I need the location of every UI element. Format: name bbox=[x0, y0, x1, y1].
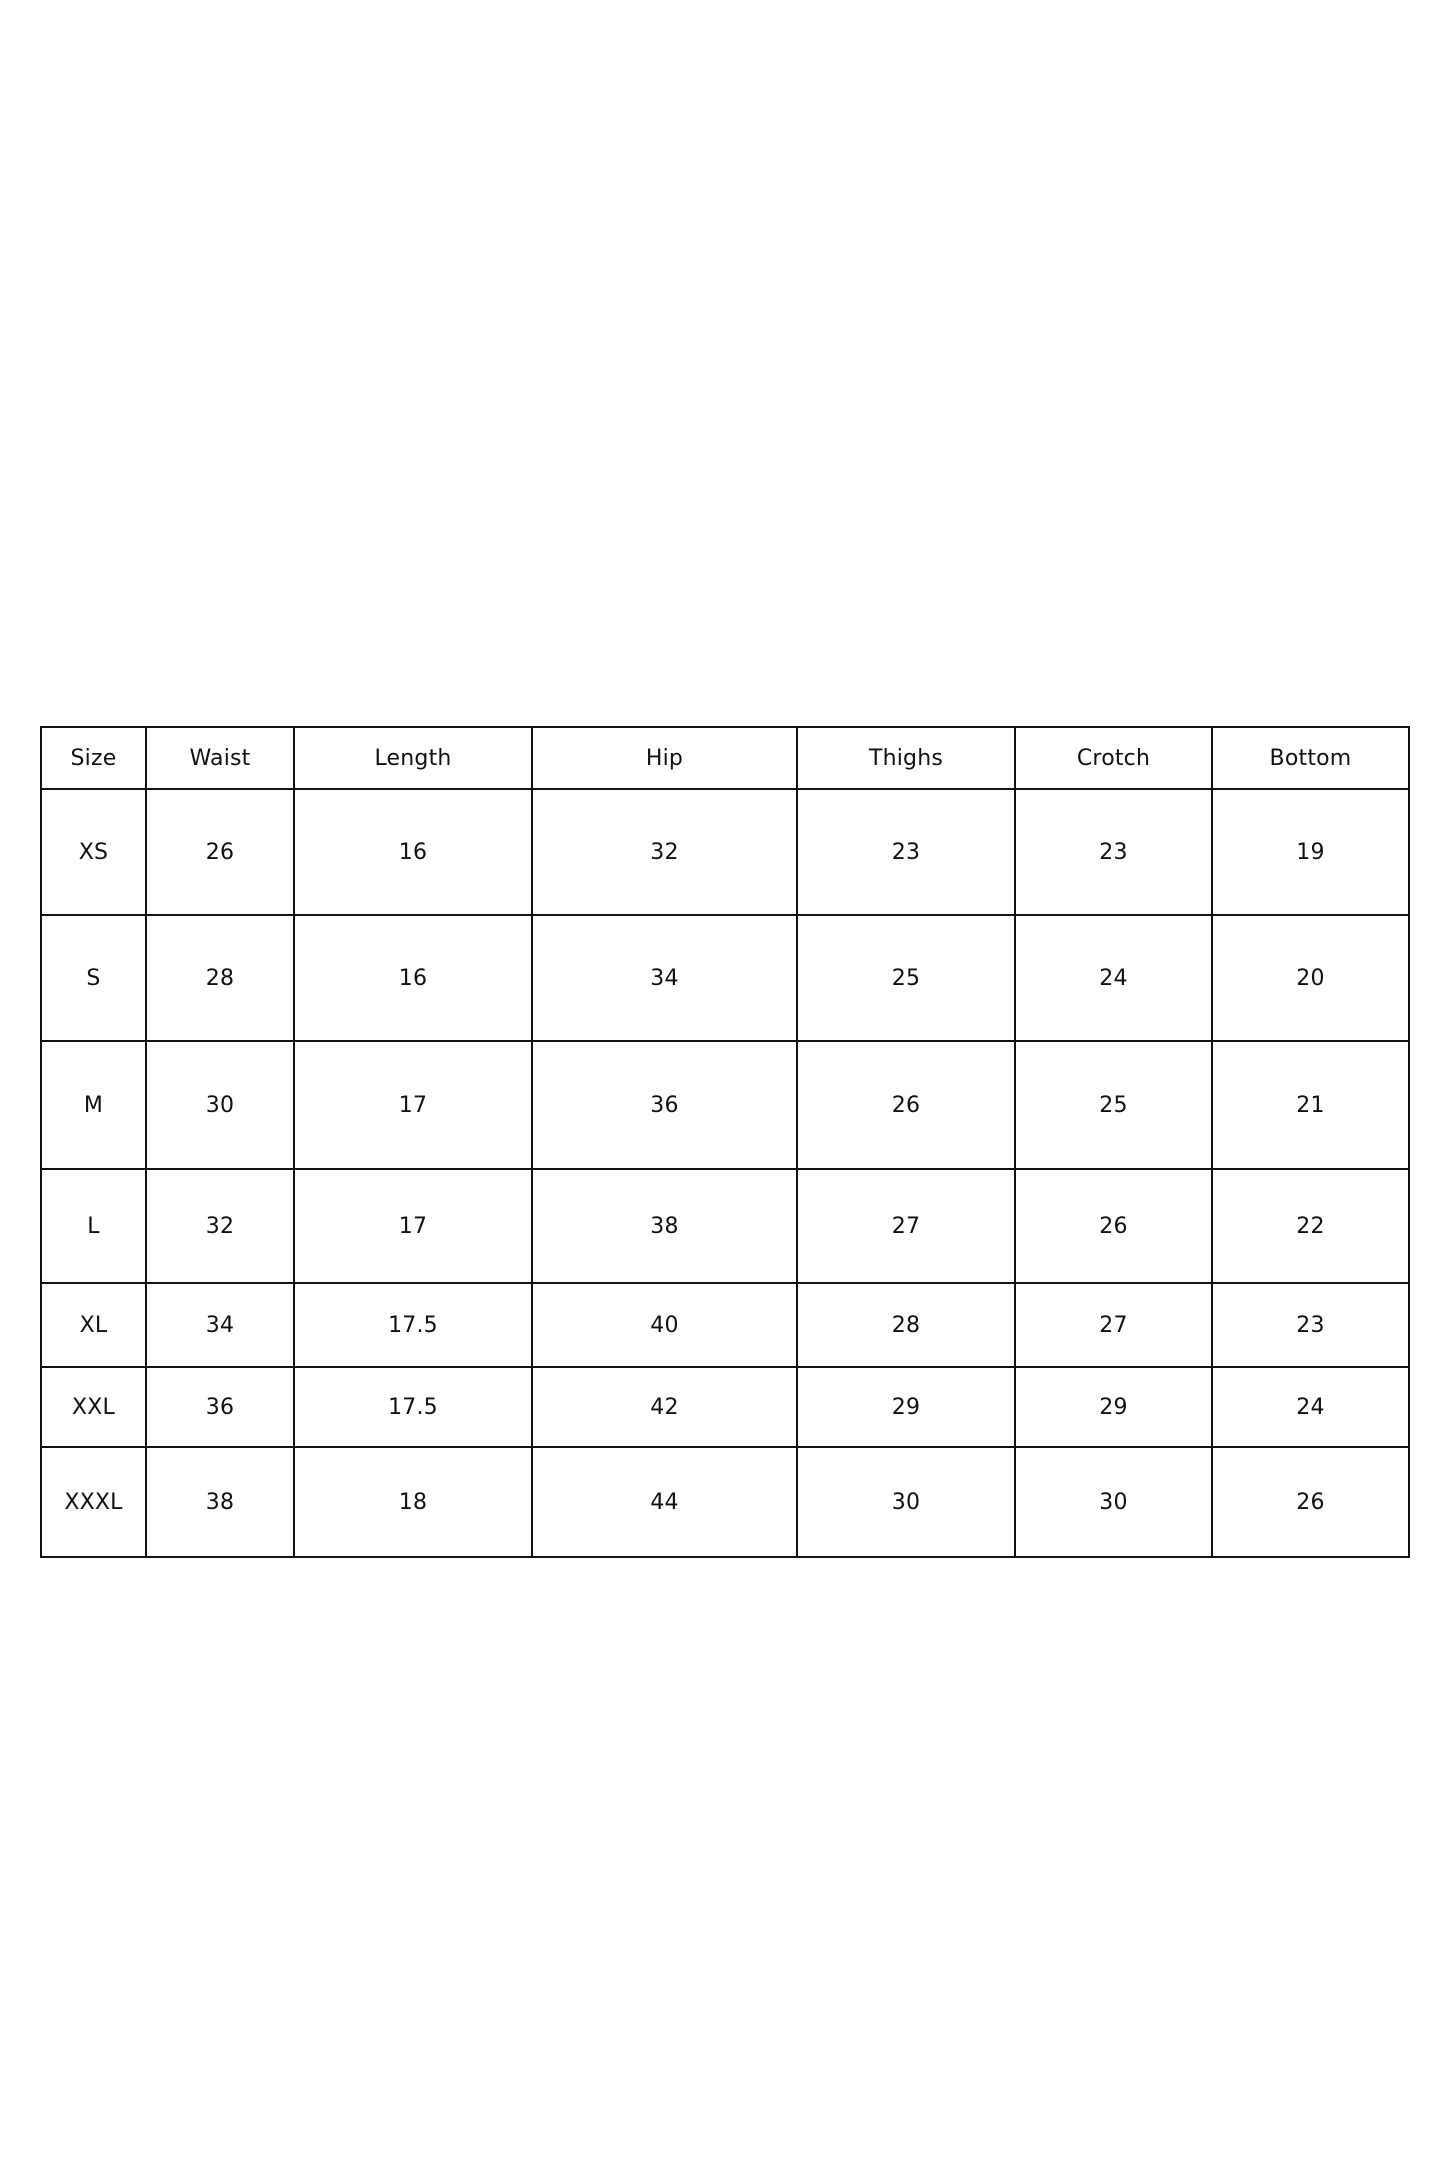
cell-hip: 36 bbox=[532, 1041, 797, 1169]
cell-length: 17.5 bbox=[294, 1283, 532, 1367]
table-row bbox=[41, 1367, 1409, 1447]
cell-size: L bbox=[41, 1169, 146, 1283]
cell-hip: 42 bbox=[532, 1367, 797, 1447]
cell-thighs: 23 bbox=[797, 789, 1015, 915]
header-row bbox=[41, 727, 1409, 789]
cell-crotch: 23 bbox=[1015, 789, 1212, 915]
header-waist: Waist bbox=[146, 727, 294, 789]
cell-length: 17.5 bbox=[294, 1367, 532, 1447]
header-size: Size bbox=[41, 727, 146, 789]
cell-waist: 38 bbox=[146, 1447, 294, 1557]
cell-bottom: 22 bbox=[1212, 1169, 1409, 1283]
cell-waist: 32 bbox=[146, 1169, 294, 1283]
cell-waist: 30 bbox=[146, 1041, 294, 1169]
cell-crotch: 30 bbox=[1015, 1447, 1212, 1557]
cell-length: 17 bbox=[294, 1041, 532, 1169]
cell-bottom: 24 bbox=[1212, 1367, 1409, 1447]
header-crotch: Crotch bbox=[1015, 727, 1212, 789]
cell-waist: 36 bbox=[146, 1367, 294, 1447]
cell-size: M bbox=[41, 1041, 146, 1169]
cell-bottom: 19 bbox=[1212, 789, 1409, 915]
cell-bottom: 20 bbox=[1212, 915, 1409, 1041]
cell-crotch: 27 bbox=[1015, 1283, 1212, 1367]
header-bottom: Bottom bbox=[1212, 727, 1409, 789]
cell-thighs: 27 bbox=[797, 1169, 1015, 1283]
cell-size: XXXL bbox=[41, 1447, 146, 1557]
cell-size: XXL bbox=[41, 1367, 146, 1447]
cell-bottom: 26 bbox=[1212, 1447, 1409, 1557]
cell-hip: 40 bbox=[532, 1283, 797, 1367]
cell-hip: 38 bbox=[532, 1169, 797, 1283]
cell-crotch: 25 bbox=[1015, 1041, 1212, 1169]
cell-size: XL bbox=[41, 1283, 146, 1367]
cell-length: 18 bbox=[294, 1447, 532, 1557]
header-thighs: Thighs bbox=[797, 727, 1015, 789]
table-row bbox=[41, 1447, 1409, 1557]
cell-crotch: 24 bbox=[1015, 915, 1212, 1041]
cell-waist: 34 bbox=[146, 1283, 294, 1367]
table-row bbox=[41, 1041, 1409, 1169]
cell-hip: 34 bbox=[532, 915, 797, 1041]
table-row bbox=[41, 1283, 1409, 1367]
cell-size: XS bbox=[41, 789, 146, 915]
cell-crotch: 29 bbox=[1015, 1367, 1212, 1447]
cell-length: 16 bbox=[294, 915, 532, 1041]
table-row bbox=[41, 789, 1409, 915]
cell-thighs: 26 bbox=[797, 1041, 1015, 1169]
cell-size: S bbox=[41, 915, 146, 1041]
cell-bottom: 21 bbox=[1212, 1041, 1409, 1169]
cell-hip: 32 bbox=[532, 789, 797, 915]
table-row bbox=[41, 1169, 1409, 1283]
header-hip: Hip bbox=[532, 727, 797, 789]
cell-thighs: 29 bbox=[797, 1367, 1015, 1447]
header-length: Length bbox=[294, 727, 532, 789]
cell-crotch: 26 bbox=[1015, 1169, 1212, 1283]
table-row bbox=[41, 915, 1409, 1041]
table-header bbox=[41, 727, 1409, 789]
cell-thighs: 30 bbox=[797, 1447, 1015, 1557]
cell-length: 16 bbox=[294, 789, 532, 915]
cell-thighs: 25 bbox=[797, 915, 1015, 1041]
cell-waist: 28 bbox=[146, 915, 294, 1041]
size-chart-table bbox=[40, 726, 1410, 1558]
cell-thighs: 28 bbox=[797, 1283, 1015, 1367]
cell-hip: 44 bbox=[532, 1447, 797, 1557]
cell-bottom: 23 bbox=[1212, 1283, 1409, 1367]
cell-waist: 26 bbox=[146, 789, 294, 915]
table-body bbox=[41, 789, 1409, 1557]
cell-length: 17 bbox=[294, 1169, 532, 1283]
